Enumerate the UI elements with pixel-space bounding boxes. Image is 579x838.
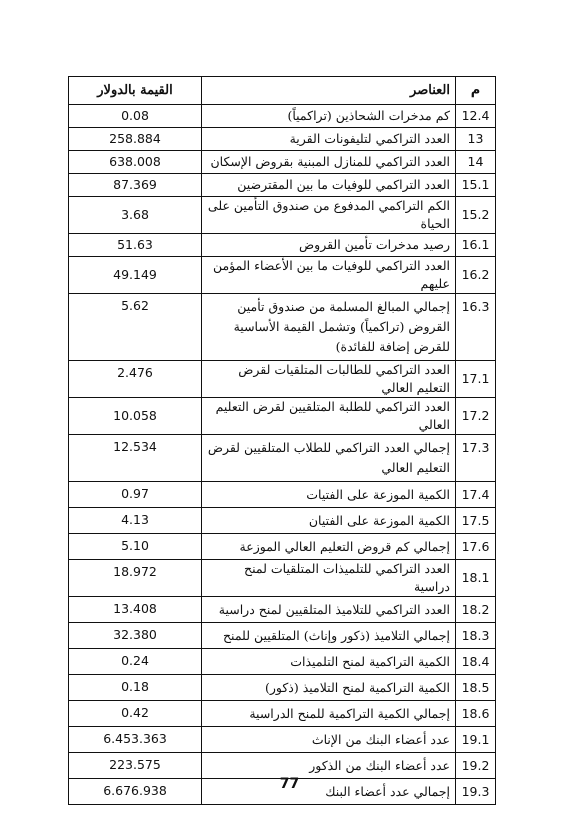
row-item: العدد التراكمي للطلبة المتلقيين لقرض التعليم العالي: [202, 398, 456, 435]
header-number: م: [456, 77, 496, 105]
row-number: 15.1: [456, 174, 496, 197]
row-number: 18.3: [456, 623, 496, 649]
row-item: عدد أعضاء البنك من الإناث: [202, 727, 456, 753]
table-row: [69, 234, 496, 257]
row-number: 18.5: [456, 675, 496, 701]
row-value: 258.884: [69, 128, 202, 151]
row-item: العدد التراكمي للتلاميذ المتلقيين لمنح دراسية: [202, 597, 456, 623]
row-value: 0.08: [69, 105, 202, 128]
row-value: 5.62: [69, 294, 202, 361]
table-header-row: [69, 77, 496, 105]
row-item: إجمالي عدد أعضاء البنك: [202, 779, 456, 805]
table-row: [69, 597, 496, 623]
row-value: 51.63: [69, 234, 202, 257]
row-number: 18.4: [456, 649, 496, 675]
row-number: 19.3: [456, 779, 496, 805]
row-number: 14: [456, 151, 496, 174]
row-number: 17.4: [456, 482, 496, 508]
row-item: العدد التراكمي للوفيات ما بين الأعضاء المؤمن عليهم: [202, 257, 456, 294]
row-value: 18.972: [69, 560, 202, 597]
row-number: 17.3: [456, 435, 496, 482]
row-number: 16.1: [456, 234, 496, 257]
table-row: [69, 482, 496, 508]
table-row: [69, 128, 496, 151]
table-row: [69, 753, 496, 779]
row-value: 13.408: [69, 597, 202, 623]
row-value: 6.453.363: [69, 727, 202, 753]
row-value: 32.380: [69, 623, 202, 649]
row-item: العدد التراكمي للمنازل المبنية بقروض الإسكان: [202, 151, 456, 174]
row-item: إجمالي الكمية التراكمية للمنح الدراسية: [202, 701, 456, 727]
row-number: 16.2: [456, 257, 496, 294]
row-item: كم مدخرات الشحاذين (تراكمياً): [202, 105, 456, 128]
table-row: [69, 623, 496, 649]
row-value: 6.676.938: [69, 779, 202, 805]
row-value: 4.13: [69, 508, 202, 534]
header-items: العناصر: [202, 77, 456, 105]
table-row: [69, 534, 496, 560]
row-item: العدد التراكمي للوفيات ما بين المقترضين: [202, 174, 456, 197]
row-item: إجمالي المبالغ المسلمة من صندوق تأمين القروض (تراكمياً) وتشمل القيمة الأساسية للقرض إضافة للفائدة): [202, 294, 456, 361]
row-number: 15.2: [456, 197, 496, 234]
row-value: 87.369: [69, 174, 202, 197]
row-value: 49.149: [69, 257, 202, 294]
row-item: إجمالي كم قروض التعليم العالي الموزعة: [202, 534, 456, 560]
row-item: العدد التراكمي للتلميذات المتلقيات لمنح دراسية: [202, 560, 456, 597]
row-value: 0.97: [69, 482, 202, 508]
table-row: [69, 105, 496, 128]
row-value: 0.42: [69, 701, 202, 727]
row-item: الكمية التراكمية لمنح التلميذات: [202, 649, 456, 675]
table-row: [69, 560, 496, 597]
page-number: 77: [279, 776, 300, 792]
row-item: الكمية الموزعة على الفتيان: [202, 508, 456, 534]
row-value: 5.10: [69, 534, 202, 560]
header-value-usd: القيمة بالدولار: [69, 77, 202, 105]
row-number: 17.5: [456, 508, 496, 534]
table-row: [69, 197, 496, 234]
row-value: 12.534: [69, 435, 202, 482]
row-value: 0.24: [69, 649, 202, 675]
row-value: 0.18: [69, 675, 202, 701]
row-item: عدد أعضاء البنك من الذكور: [202, 753, 456, 779]
row-number: 18.6: [456, 701, 496, 727]
table-row: [69, 675, 496, 701]
table-row: [69, 398, 496, 435]
row-item: الكمية الموزعة على الفتيات: [202, 482, 456, 508]
items-value-table: [68, 76, 496, 805]
table-row: [69, 701, 496, 727]
items-table-wrapper: [68, 76, 495, 805]
table-row: [69, 649, 496, 675]
row-item: العدد التراكمي لتليفونات القرية: [202, 128, 456, 151]
table-row: [69, 151, 496, 174]
table-row: [69, 435, 496, 482]
row-number: 12.4: [456, 105, 496, 128]
row-number: 13: [456, 128, 496, 151]
row-value: 638.008: [69, 151, 202, 174]
row-number: 18.2: [456, 597, 496, 623]
row-number: 19.2: [456, 753, 496, 779]
row-value: 2.476: [69, 361, 202, 398]
row-number: 19.1: [456, 727, 496, 753]
row-item: رصيد مدخرات تأمين القروض: [202, 234, 456, 257]
row-value: 223.575: [69, 753, 202, 779]
table-row: [69, 257, 496, 294]
row-item: الكم التراكمي المدفوع من صندوق التأمين على الحياة: [202, 197, 456, 234]
row-value: 10.058: [69, 398, 202, 435]
table-row: [69, 361, 496, 398]
table-row: [69, 174, 496, 197]
row-number: 18.1: [456, 560, 496, 597]
row-number: 17.2: [456, 398, 496, 435]
row-item: إجمالي التلاميذ (ذكور وإناث) المتلقيين للمنح: [202, 623, 456, 649]
row-number: 17.1: [456, 361, 496, 398]
row-value: 3.68: [69, 197, 202, 234]
row-item: إجمالي العدد التراكمي للطلاب المتلقيين لقرض التعليم العالي: [202, 435, 456, 482]
row-item: الكمية التراكمية لمنح التلاميذ (ذكور): [202, 675, 456, 701]
row-item: العدد التراكمي للطالبات المتلقيات لقرض التعليم العالي: [202, 361, 456, 398]
table-row: [69, 508, 496, 534]
table-row: [69, 294, 496, 361]
table-row: [69, 727, 496, 753]
row-number: 16.3: [456, 294, 496, 361]
row-number: 17.6: [456, 534, 496, 560]
